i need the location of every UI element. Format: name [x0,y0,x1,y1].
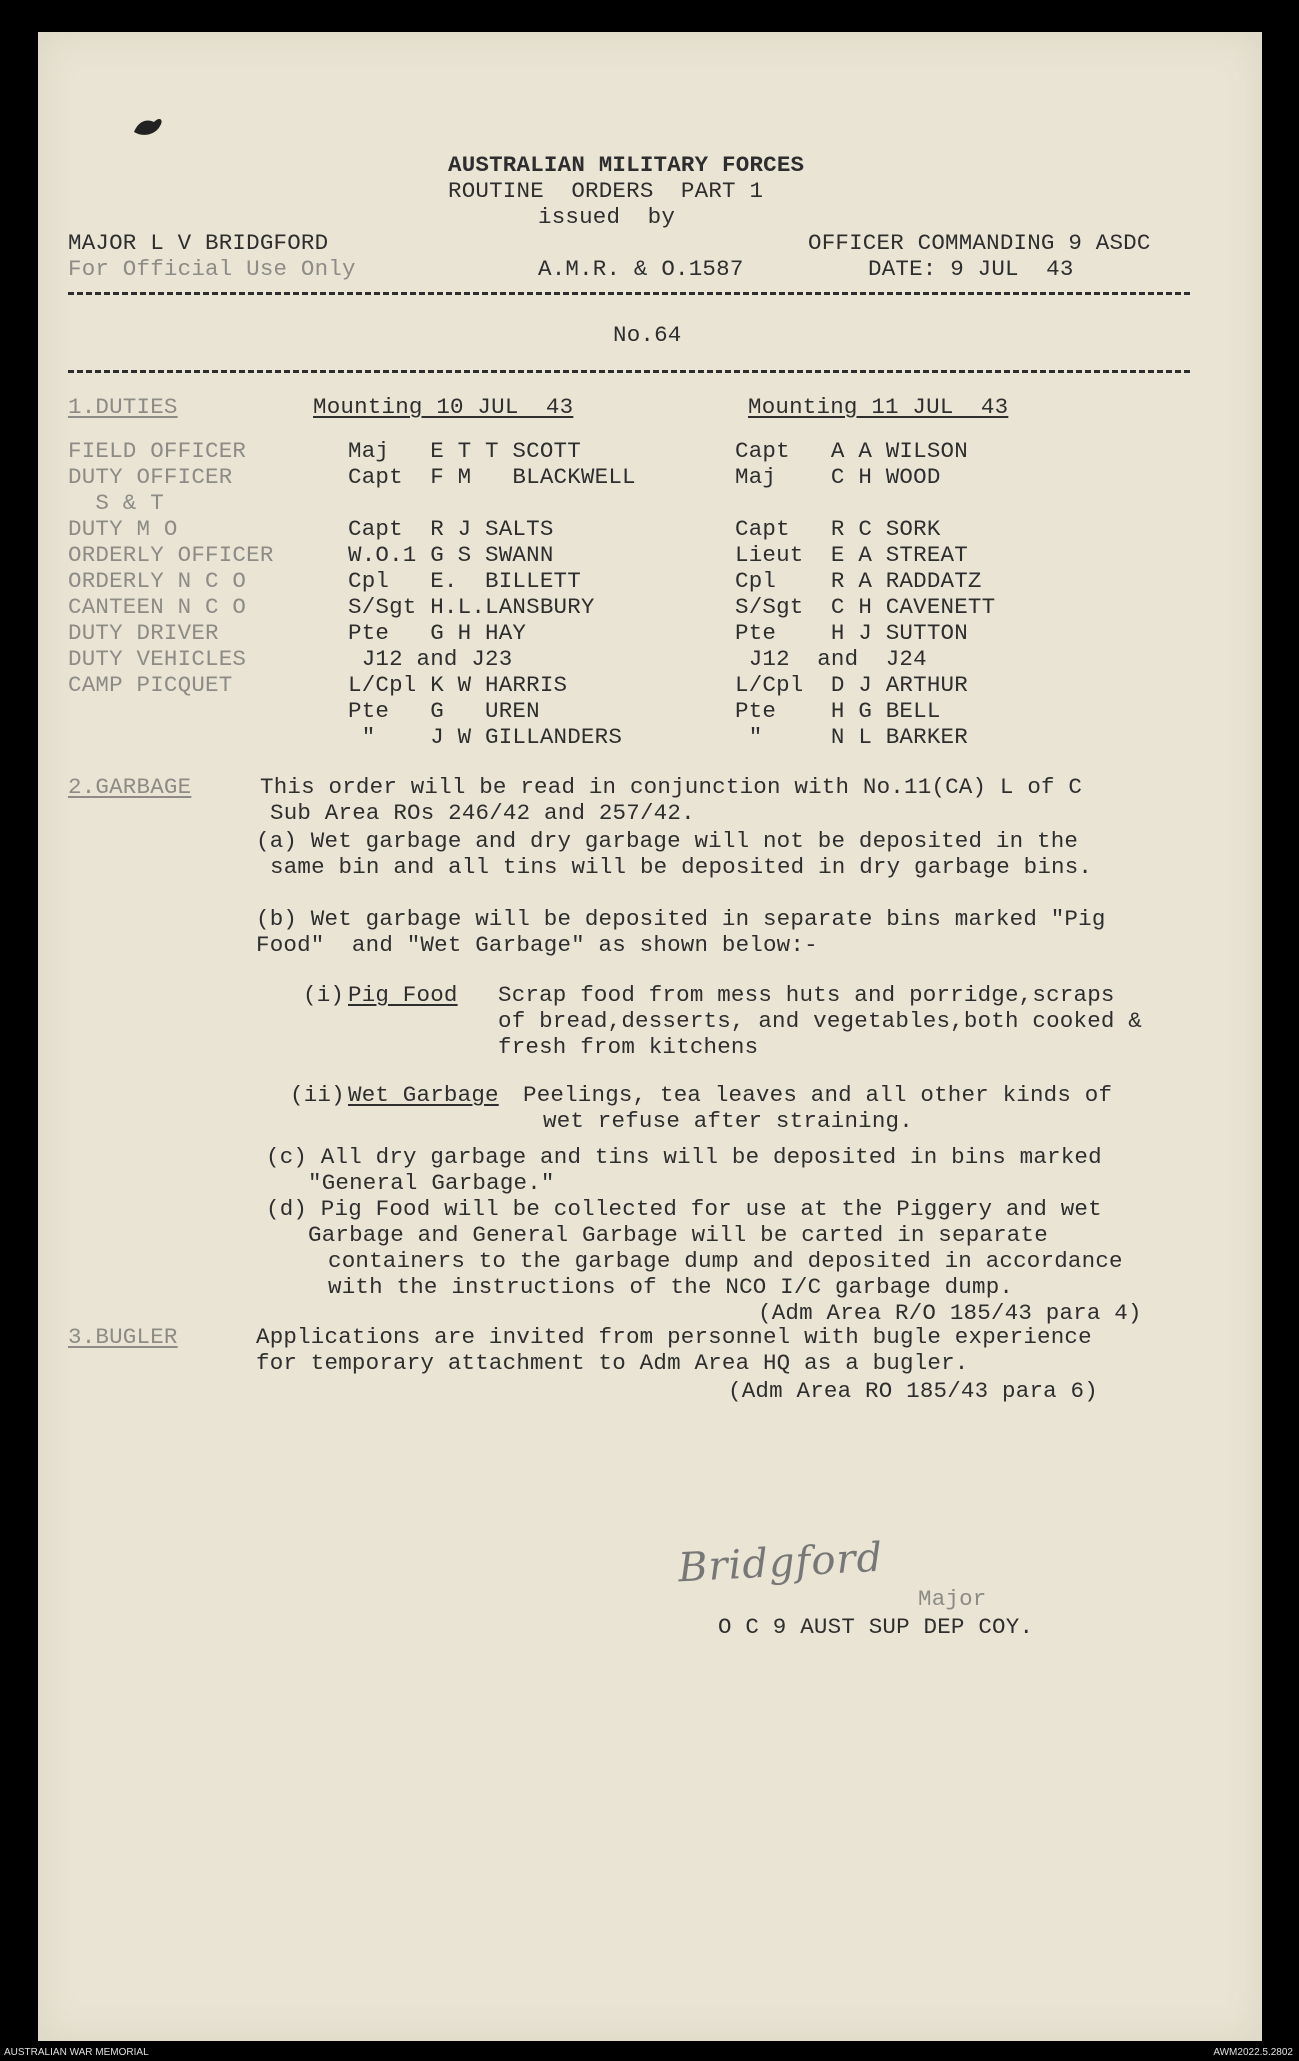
order-number: No.64 [613,322,682,348]
garbage-d-line4: with the instructions of the NCO I/C garbage dump. [328,1274,1014,1300]
header-officer: OFFICER COMMANDING 9 ASDC [808,230,1151,256]
header-title: AUSTRALIAN MILITARY FORCES [448,152,805,178]
duty-value-day1: Maj E T T SCOTT [348,438,581,464]
garbage-d-line2: Garbage and General Garbage will be carted in separate [308,1222,1048,1248]
duty-label: CANTEEN N C O [68,594,247,620]
garbage-a-line1: (a) Wet garbage and dry garbage will not be deposited in the [256,828,1079,854]
header-issued-by: issued by [538,204,676,230]
signature-title: O C 9 AUST SUP DEP COY. [718,1614,1034,1640]
duty-label: ORDERLY N C O [68,568,247,594]
signature: Bridgford [676,1534,885,1592]
header-divider [68,292,1190,295]
duty-label: DUTY M O [68,516,178,542]
duty-label: FIELD OFFICER [68,438,247,464]
garbage-i-line3: fresh from kitchens [498,1034,759,1060]
garbage-ii-line1: Peelings, tea leaves and all other kinds of [523,1082,1113,1108]
number-divider [68,370,1190,373]
duty-label: DUTY OFFICER [68,464,233,490]
garbage-intro-line2: Sub Area ROs 246/42 and 257/42. [270,800,695,826]
duty-value-day2: Maj C H WOOD [735,464,941,490]
duties-col1-heading: Mounting 10 JUL 43 [313,394,574,420]
duty-value-day1: Pte G UREN [348,698,540,724]
duty-value-day2: Pte H G BELL [735,698,941,724]
duty-value-day1: W.O.1 G S SWANN [348,542,554,568]
duty-value-day2: Pte H J SUTTON [735,620,968,646]
duty-value-day1: Cpl E. BILLETT [348,568,581,594]
duty-label: S & T [68,490,164,516]
duty-value-day2: L/Cpl D J ARTHUR [735,672,968,698]
footer-credit: AUSTRALIAN WAR MEMORIAL [4,2047,149,2058]
duty-value-day2: J12 and J24 [735,646,927,672]
garbage-i-label: (i) [303,982,345,1008]
garbage-d-line3: containers to the garbage dump and deposited in accordance [328,1248,1123,1274]
duty-value-day1: Capt F M BLACKWELL [348,464,636,490]
header-date: DATE: 9 JUL 43 [868,256,1074,282]
garbage-c-line1: (c) All dry garbage and tins will be deposited in bins marked [266,1144,1102,1170]
garbage-intro-line1: This order will be read in conjunction with No.11(CA) L of C [260,774,1083,800]
garbage-ii-label: (ii) [290,1082,345,1108]
ink-blot-icon [130,112,166,142]
garbage-ii-line2: wet refuse after straining. [543,1108,913,1134]
duty-value-day2: Lieut E A STREAT [735,542,968,568]
signature-rank: Major [918,1586,987,1612]
header-subtitle: ROUTINE ORDERS PART 1 [448,178,764,204]
bugler-line2: for temporary attachment to Adm Area HQ as a bugler. [256,1350,969,1376]
duty-value-day1: J12 and J23 [348,646,513,672]
garbage-heading: 2.GARBAGE [68,774,192,800]
garbage-ii-term: Wet Garbage [348,1082,499,1108]
duties-col2-heading: Mounting 11 JUL 43 [748,394,1009,420]
garbage-b-line2: Food" and "Wet Garbage" as shown below:- [256,932,818,958]
duties-heading: 1.DUTIES [68,394,178,420]
garbage-d-line1: (d) Pig Food will be collected for use at the Piggery and wet [266,1196,1102,1222]
duty-value-day2: S/Sgt C H CAVENETT [735,594,996,620]
garbage-i-line2: of bread,desserts, and vegetables,both cooked & [498,1008,1143,1034]
duty-value-day1: L/Cpl K W HARRIS [348,672,568,698]
bugler-line1: Applications are invited from personnel with bugle experience [256,1324,1092,1350]
garbage-c-line2: "General Garbage." [308,1170,555,1196]
bugler-heading: 3.BUGLER [68,1324,178,1350]
duty-value-day1: Capt R J SALTS [348,516,554,542]
duty-label: ORDERLY OFFICER [68,542,274,568]
garbage-i-term: Pig Food [348,982,458,1008]
garbage-b-line1: (b) Wet garbage will be deposited in separate bins marked "Pig [256,906,1106,932]
duty-value-day1: S/Sgt H.L.LANSBURY [348,594,595,620]
duty-label: DUTY VEHICLES [68,646,247,672]
duty-value-day1: Pte G H HAY [348,620,527,646]
duty-value-day2: " N L BARKER [735,724,968,750]
duty-value-day1: " J W GILLANDERS [348,724,623,750]
duty-value-day2: Capt R C SORK [735,516,941,542]
duty-label: DUTY DRIVER [68,620,219,646]
duty-label: CAMP PICQUET [68,672,233,698]
header-issuer: MAJOR L V BRIDGFORD [68,230,329,256]
bugler-reference: (Adm Area RO 185/43 para 6) [728,1378,1098,1404]
header-reference: A.M.R. & O.1587 [538,256,744,282]
garbage-reference: (Adm Area R/O 185/43 para 4) [758,1300,1142,1326]
document-page [38,32,1262,2041]
garbage-a-line2: same bin and all tins will be deposited in dry garbage bins. [270,854,1093,880]
header-official-use: For Official Use Only [68,256,356,282]
duty-value-day2: Capt A A WILSON [735,438,968,464]
garbage-i-line1: Scrap food from mess huts and porridge,scraps [498,982,1115,1008]
footer-accession: AWM2022.5.2802 [1213,2047,1293,2058]
duty-value-day2: Cpl R A RADDATZ [735,568,982,594]
